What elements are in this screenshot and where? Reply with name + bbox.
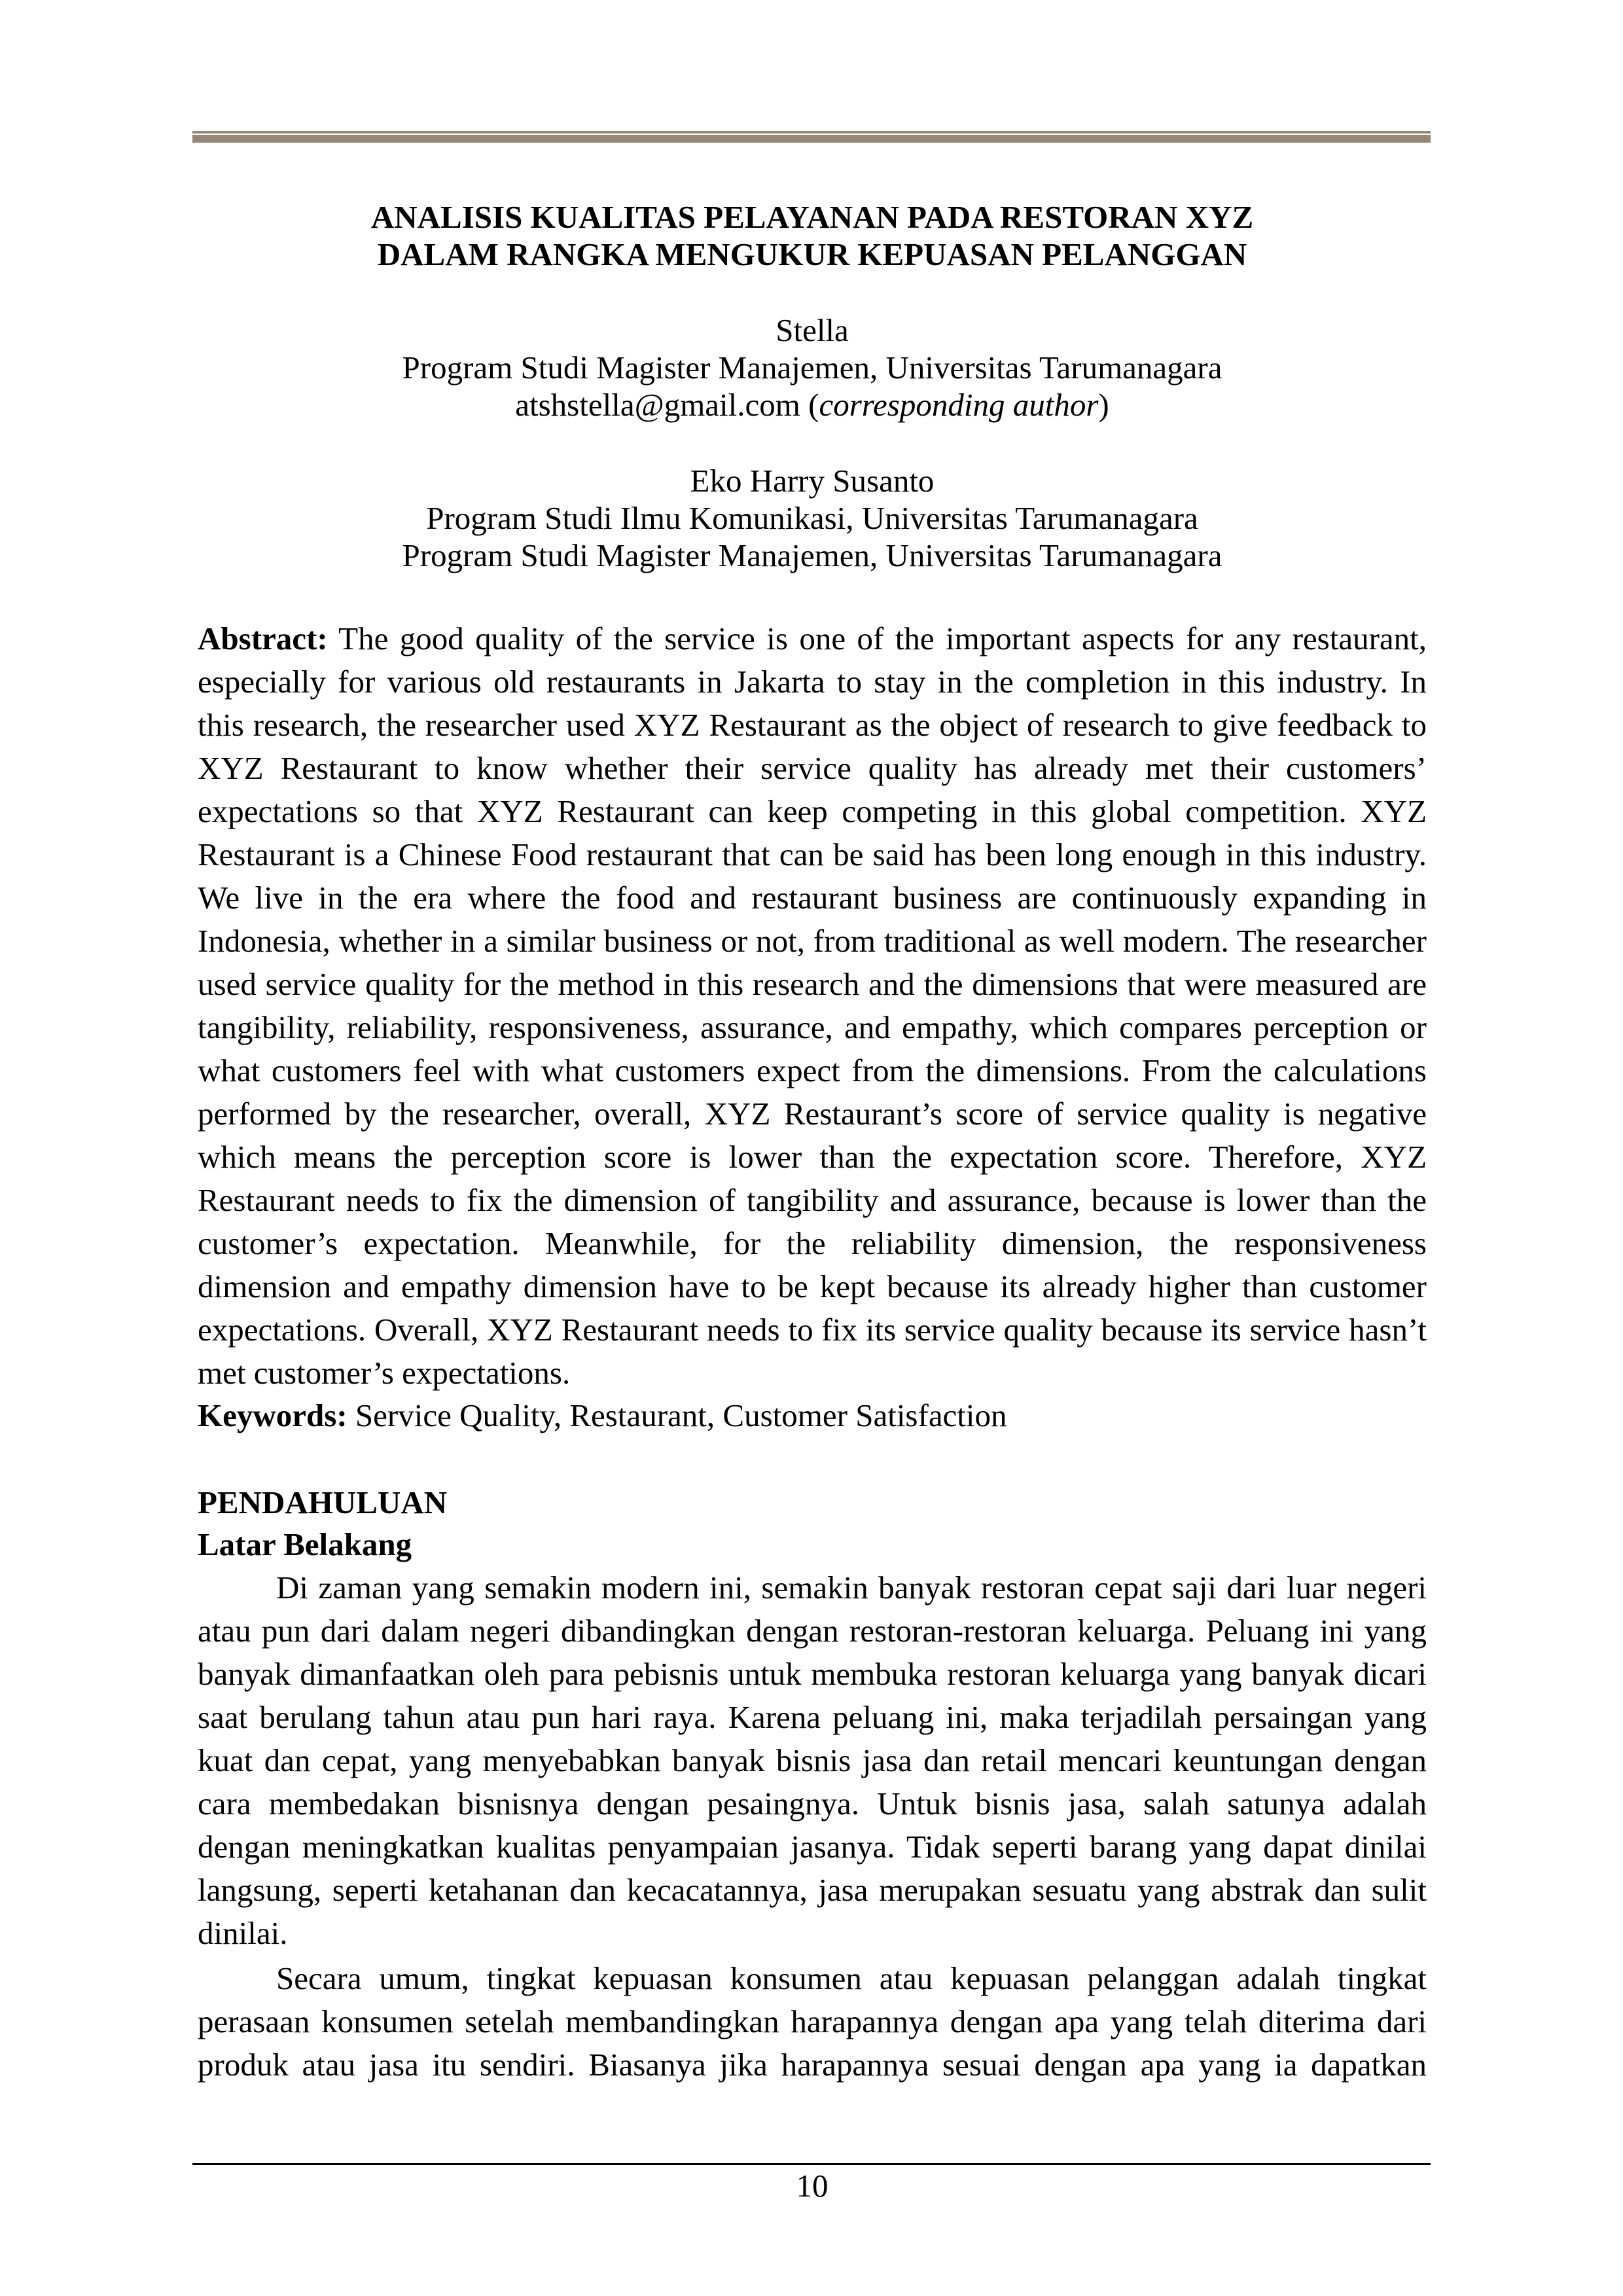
title-line: ANALISIS KUALITAS PELAYANAN PADA RESTORAN XYZ (370, 199, 1254, 235)
keywords-value: Service Quality, Restaurant, Customer Satisfaction (347, 1397, 1007, 1433)
author-email[interactable]: atshstella@gmail.com (515, 387, 800, 423)
abstract-line: met customer’s expectations. (198, 1355, 571, 1391)
paragraph-line: perasaan konsumen setelah membandingkan harapannya dengan apa yang telah diterima dari (198, 2003, 1427, 2039)
paragraph-line: dengan meningkatkan kualitas penyampaian jasanya. Tidak seperti barang yang dapat dinilai (198, 1829, 1427, 1865)
paragraph-line: kuat dan cepat, yang menyebabkan banyak bisnis jasa dan retail mencari keuntungan dengan (198, 1742, 1427, 1778)
paragraph-line: saat berulang tahun atau pun hari raya. Karena peluang ini, maka terjadilah persaingan yang (198, 1699, 1427, 1735)
author-block (198, 312, 1427, 423)
paragraph-line: dinilai. (198, 1915, 288, 1951)
paragraph-line: cara membedakan bisnisnya dengan pesaingnya. Untuk bisnis jasa, salah satunya adalah (198, 1785, 1427, 1821)
abstract-line: what customers feel with what customers expect from the dimensions. From the calculations (198, 1052, 1427, 1088)
paragraph-line: Secara umum, tingkat kepuasan konsumen atau kepuasan pelanggan adalah tingkat (276, 1960, 1427, 1996)
abstract-line: used service quality for the method in this research and the dimensions that were measured are (198, 966, 1427, 1002)
abstract-line: which means the perception score is lower than the expectation score. Therefore, XYZ (198, 1139, 1427, 1175)
abstract-line: Abstract: The good quality of the service is one of the important aspects for any restaurant, (198, 620, 1427, 656)
abstract-line: Indonesia, whether in a similar business or not, from traditional as well modern. The researcher (198, 923, 1427, 959)
abstract-line: expectations. Overall, XYZ Restaurant needs to fix its service quality because its service hasn’t (198, 1312, 1427, 1348)
abstract-line: this research, the researcher used XYZ Restaurant as the object of research to give feedback to (198, 707, 1427, 743)
author-affiliation: Program Studi Magister Manajemen, Universitas Tarumanagara (402, 537, 1222, 573)
section-heading: PENDAHULUAN (198, 1484, 448, 1520)
paragraph-line: langsung, seperti ketahanan dan kecacatannya, jasa merupakan sesuatu yang abstrak dan sulit (198, 1872, 1427, 1908)
abstract-line: Restaurant needs to fix the dimension of tangibility and assurance, because is lower than the (198, 1182, 1427, 1218)
abstract-line: customer’s expectation. Meanwhile, for the reliability dimension, the responsiveness (198, 1225, 1427, 1261)
author-block (198, 462, 1427, 574)
header-rule-thick (192, 135, 1431, 143)
corresponding-author-note: corresponding author (819, 387, 1099, 423)
page-number: 10 (796, 2168, 829, 2204)
author-affiliation: Program Studi Ilmu Komunikasi, Universitas Tarumanagara (426, 500, 1198, 536)
paragraph-line: produk atau jasa itu sendiri. Biasanya jika harapannya sesuai dengan apa yang ia dapatkan (198, 2047, 1427, 2083)
abstract-line: dimension and empathy dimension have to be kept because its already higher than customer (198, 1268, 1427, 1304)
title-line: DALAM RANGKA MENGUKUR KEPUASAN PELANGGAN (377, 236, 1247, 272)
paragraph-line: atau pun dari dalam negeri dibandingkan dengan restoran-restoran keluarga. Peluang ini yang (198, 1613, 1427, 1649)
footer-rule (192, 2163, 1431, 2165)
abstract-line: Restaurant is a Chinese Food restaurant that can be said has been long enough in this industry. (198, 836, 1427, 872)
paragraph-line: Di zaman yang semakin modern ini, semakin banyak restoran cepat saji dari luar negeri (276, 1570, 1427, 1605)
paragraph-line: banyak dimanfaatkan oleh para pebisnis untuk membuka restoran keluarga yang banyak dicari (198, 1656, 1427, 1692)
author-affiliation: Program Studi Magister Manajemen, Universitas Tarumanagara (402, 350, 1222, 386)
abstract-line: especially for various old restaurants in Jakarta to stay in the completion in this industry. In (198, 664, 1427, 700)
abstract (198, 617, 1427, 1395)
body-paragraph (198, 1566, 1427, 1955)
author-email-line: atshstella@gmail.com (corresponding author) (515, 387, 1109, 423)
header-rule-thin (192, 131, 1431, 134)
abstract-line: performed by the researcher, overall, XYZ Restaurant’s score of service quality is negative (198, 1096, 1427, 1132)
body-paragraph (198, 1957, 1427, 2087)
abstract-line: We live in the era where the food and restaurant business are continuously expanding in (198, 880, 1427, 916)
abstract-line: tangibility, reliability, responsiveness, assurance, and empathy, which compares perception or (198, 1009, 1427, 1045)
abstract-line: XYZ Restaurant to know whether their service quality has already met their customers’ (198, 750, 1427, 786)
abstract-line: expectations so that XYZ Restaurant can keep competing in this global competition. XYZ (198, 793, 1427, 829)
keywords-label: Keywords: (198, 1397, 348, 1433)
author-name: Stella (776, 312, 849, 348)
subsection-heading: Latar Belakang (198, 1526, 412, 1562)
abstract-label: Abstract: (198, 620, 328, 656)
keywords (198, 1394, 1427, 1437)
paper-title (198, 198, 1427, 273)
author-name: Eko Harry Susanto (690, 463, 935, 499)
